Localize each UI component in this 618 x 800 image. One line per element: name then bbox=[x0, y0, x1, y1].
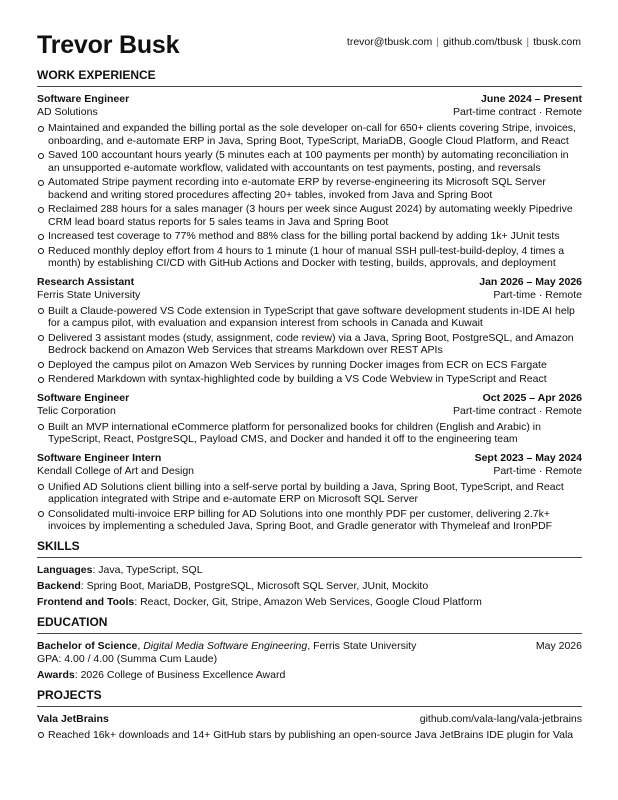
email-link[interactable]: trevor@tbusk.com bbox=[346, 36, 433, 48]
contact-separator: | bbox=[526, 36, 530, 48]
project-entry bbox=[37, 713, 582, 742]
skill-label: Frontend and Tools bbox=[37, 595, 135, 608]
candidate-name: Trevor Busk bbox=[37, 31, 180, 59]
degree-name: Bachelor of Science bbox=[37, 639, 138, 652]
job-type: Part-time contract · Remote bbox=[453, 404, 582, 417]
bullet-item: Reduced monthly deploy effort from 4 hours to 1 minute (1 hour of manual SSH pull-test-build-deploy, 4 times a month) by establishing CI/CD with GitHub Actions and Docker with testing, builds, approvals, and deployment bbox=[37, 245, 582, 270]
job-type: Part-time · Remote bbox=[493, 464, 582, 477]
job-title: Research Assistant bbox=[37, 275, 135, 288]
skill-value: Java, TypeScript, SQL bbox=[98, 563, 203, 576]
job-type: Part-time contract · Remote bbox=[453, 106, 582, 118]
bullet-item: Delivered 3 assistant modes (study, assignment, code review) via a Java, Spring Boot, PostgreSQL, and Amazon Bedrock backend on Amazon Web Services that streams Markdown over REST APIs bbox=[37, 332, 582, 357]
bullet-item: Consolidated multi-invoice ERP billing for AD Solutions into one monthly PDF per customer, delivering 2.7k+ invoices by implementing a scheduled Java, Spring Boot, and Gradle generator with Thymeleaf and IronPDF bbox=[37, 508, 582, 533]
job-bullets bbox=[37, 122, 582, 270]
bullet-item: Increased test coverage to 77% method and 88% class for the billing portal backend by adding 1k+ JUnit tests bbox=[37, 230, 582, 243]
resume-page bbox=[37, 0, 582, 743]
skill-value: React, Docker, Git, Stripe, Amazon Web Services, Google Cloud Platform bbox=[140, 595, 482, 608]
degree-row: Bachelor of Science, Digital Media Software Engineering, Ferris State University May 2026 bbox=[37, 639, 582, 652]
contact-line bbox=[347, 36, 581, 49]
projects-section bbox=[37, 688, 582, 742]
education-section bbox=[37, 615, 582, 682]
skill-label: Languages bbox=[37, 563, 93, 576]
bullet-item: Unified AD Solutions client billing into a self-serve portal by building a Java, Spring Boot, TypeScript, and React application integrated with Stripe and e-automate ERP on Microsoft SQL Server bbox=[37, 481, 582, 506]
bullet-item: Automated Stripe payment recording into e-automate ERP by reverse-engineering its Microsoft SQL Server backend and writing stored procedures affecting 20+ tables, invoked from Java and Spring Boot bbox=[37, 176, 582, 201]
website-link[interactable]: tbusk.com bbox=[533, 36, 581, 48]
skill-row: Languages: Java, TypeScript, SQL bbox=[37, 563, 203, 576]
job-title: Software Engineer bbox=[37, 391, 130, 404]
job-entry bbox=[37, 392, 582, 446]
bullet-item: Reclaimed 288 hours for a sales manager (3 hours per week since August 2024) by automating weekly Pipedrive CRM lead board status reports for 5 sales teams in Java and Spring Boot bbox=[37, 203, 582, 228]
section-title-projects: PROJECTS bbox=[37, 688, 582, 707]
section-title-education: EDUCATION bbox=[37, 615, 582, 634]
job-dates: Oct 2025 – Apr 2026 bbox=[482, 391, 582, 404]
job-organization: AD Solutions bbox=[37, 106, 98, 118]
job-type: Part-time · Remote bbox=[493, 288, 582, 301]
bullet-item: Reached 16k+ downloads and 14+ GitHub stars by publishing an open-source Java JetBrains IDE plugin for Vala bbox=[37, 729, 582, 742]
school-name: Ferris State University bbox=[313, 639, 417, 652]
job-bullets bbox=[37, 421, 582, 446]
project-bullets bbox=[37, 729, 582, 742]
job-dates: Sept 2023 – May 2024 bbox=[474, 451, 582, 464]
graduation-date: May 2026 bbox=[535, 639, 582, 652]
skill-label: Backend bbox=[37, 579, 81, 592]
job-dates: Jan 2026 – May 2026 bbox=[479, 275, 582, 288]
awards-value: 2026 College of Business Excellence Award bbox=[80, 668, 286, 681]
job-title: Software Engineer Intern bbox=[37, 451, 162, 464]
job-dates: June 2024 – Present bbox=[481, 93, 582, 105]
bullet-item: Rendered Markdown with syntax-highlighted code by building a VS Code Webview in TypeScript and React bbox=[37, 373, 582, 386]
job-entry bbox=[37, 452, 582, 533]
resume-header bbox=[37, 0, 582, 64]
contact-separator: | bbox=[436, 36, 440, 48]
job-bullets bbox=[37, 481, 582, 533]
degree-major: Digital Media Software Engineering bbox=[143, 639, 308, 652]
awards-label: Awards bbox=[37, 668, 75, 681]
job-organization: Ferris State University bbox=[37, 288, 141, 301]
job-entry bbox=[37, 276, 582, 386]
skills-section bbox=[37, 539, 582, 609]
bullet-item: Saved 100 accountant hours yearly (5 minutes each at 100 payments per month) by automating reconciliation in an unsupported e-automate workflow, validated with accountants on test payments, posting, and reversals bbox=[37, 149, 582, 174]
skill-value: Spring Boot, MariaDB, PostgreSQL, Microsoft SQL Server, JUnit, Mockito bbox=[86, 579, 429, 592]
skill-row: Backend: Spring Boot, MariaDB, PostgreSQL, Microsoft SQL Server, JUnit, Mockito bbox=[37, 579, 429, 592]
section-title-work-experience: WORK EXPERIENCE bbox=[37, 68, 582, 87]
job-title: Software Engineer bbox=[37, 93, 130, 105]
gpa-line: GPA: 4.00 / 4.00 (Summa Cum Laude) bbox=[37, 652, 218, 665]
section-title-skills: SKILLS bbox=[37, 539, 582, 558]
job-bullets bbox=[37, 305, 582, 386]
bullet-item: Built a Claude-powered VS Code extension in TypeScript that gave software development students in-IDE AI help for a campus pilot, with evaluation and expansion interest from schools in Canada and Kuwait bbox=[37, 305, 582, 330]
github-link[interactable]: github.com/tbusk bbox=[443, 36, 523, 48]
project-link[interactable]: github.com/vala-lang/vala-jetbrains bbox=[419, 712, 582, 725]
bullet-item: Maintained and expanded the billing portal as the sole developer on-call for 650+ clients covering Stripe, invoices, onboarding, and e-automate ERP in Java, Spring Boot, TypeScript, MariaDB, Google Cloud Platform, and React bbox=[37, 122, 582, 147]
awards-line: Awards: 2026 College of Business Excellence Award bbox=[37, 668, 286, 681]
bullet-item: Deployed the campus pilot on Amazon Web Services by running Docker images from ECR on ECS Fargate bbox=[37, 359, 582, 372]
job-organization: Telic Corporation bbox=[37, 404, 116, 417]
skill-row: Frontend and Tools: React, Docker, Git, Stripe, Amazon Web Services, Google Cloud Platform bbox=[37, 595, 482, 608]
project-name: Vala JetBrains bbox=[37, 712, 109, 725]
bullet-item: Built an MVP international eCommerce platform for personalized books for children (English and Arabic) in TypeScript, React, PostgreSQL, Payload CMS, and Docker and handed it off to the engineering team bbox=[37, 421, 582, 446]
job-organization: Kendall College of Art and Design bbox=[37, 464, 195, 477]
job-entry bbox=[37, 93, 582, 270]
